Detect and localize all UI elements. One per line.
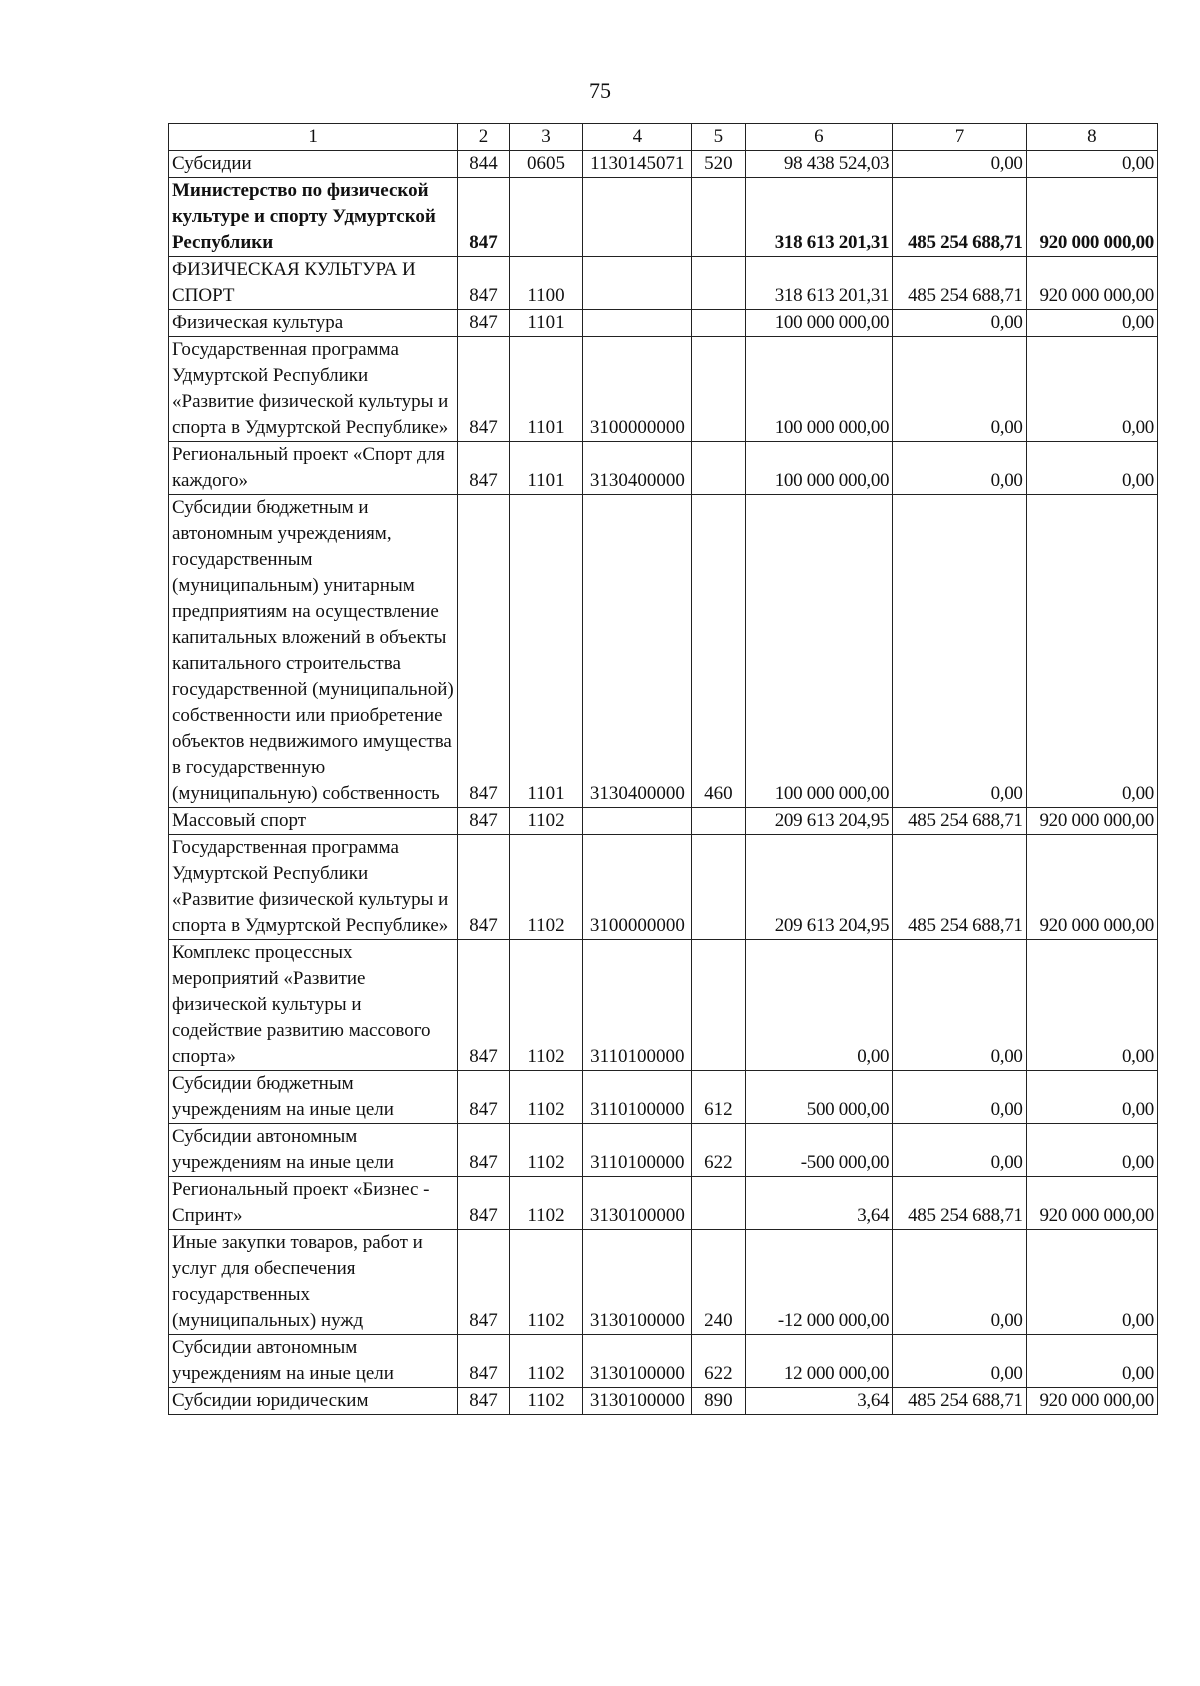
cell-target-code: [583, 310, 692, 337]
cell-target-code: [583, 808, 692, 835]
cell-ministry-code: 847: [458, 178, 509, 257]
row-name: Региональный проект «Спорт для каждого»: [169, 442, 458, 495]
cell-section-code: 1100: [509, 257, 583, 310]
cell-section-code: 1101: [509, 495, 583, 808]
cell-amount-col6: 318 613 201,31: [745, 178, 893, 257]
cell-target-code: 3130100000: [583, 1177, 692, 1230]
cell-amount-col7: 0,00: [893, 442, 1026, 495]
cell-amount-col7: 0,00: [893, 495, 1026, 808]
cell-section-code: 1102: [509, 1071, 583, 1124]
cell-amount-col8: 0,00: [1026, 310, 1157, 337]
cell-amount-col7: 0,00: [893, 337, 1026, 442]
cell-target-code: 3110100000: [583, 1124, 692, 1177]
cell-target-code: [583, 178, 692, 257]
column-header: 7: [893, 124, 1026, 151]
cell-amount-col8: 0,00: [1026, 151, 1157, 178]
table-row: [169, 178, 1158, 257]
cell-target-code: 1130145071: [583, 151, 692, 178]
cell-section-code: 1102: [509, 1177, 583, 1230]
table-row: [169, 940, 1158, 1071]
cell-section-code: 1102: [509, 808, 583, 835]
cell-expense-type: [692, 940, 745, 1071]
table-row: [169, 1230, 1158, 1335]
row-name: Массовый спорт: [169, 808, 458, 835]
row-name: Субсидии бюджетным учреждениям на иные цели: [169, 1071, 458, 1124]
cell-ministry-code: 847: [458, 835, 509, 940]
cell-amount-col8: 920 000 000,00: [1026, 808, 1157, 835]
table-row: [169, 1388, 1158, 1415]
table-row: [169, 442, 1158, 495]
cell-target-code: 3110100000: [583, 1071, 692, 1124]
table-row: [169, 835, 1158, 940]
cell-ministry-code: 847: [458, 1071, 509, 1124]
cell-section-code: 1102: [509, 1335, 583, 1388]
cell-expense-type: [692, 835, 745, 940]
table-row: [169, 1071, 1158, 1124]
cell-amount-col8: 920 000 000,00: [1026, 1388, 1157, 1415]
cell-ministry-code: 847: [458, 495, 509, 808]
cell-target-code: 3100000000: [583, 835, 692, 940]
cell-expense-type: 622: [692, 1335, 745, 1388]
cell-amount-col8: 0,00: [1026, 495, 1157, 808]
cell-expense-type: 460: [692, 495, 745, 808]
cell-section-code: 1102: [509, 1388, 583, 1415]
cell-amount-col6: -12 000 000,00: [745, 1230, 893, 1335]
cell-amount-col8: 920 000 000,00: [1026, 178, 1157, 257]
cell-expense-type: [692, 310, 745, 337]
row-name: Государственная программа Удмуртской Республики «Развитие физической культуры и спорта в Удмуртской Республике»: [169, 337, 458, 442]
cell-ministry-code: 847: [458, 310, 509, 337]
cell-amount-col7: 485 254 688,71: [893, 1177, 1026, 1230]
table-row: [169, 1335, 1158, 1388]
cell-amount-col7: 0,00: [893, 151, 1026, 178]
column-header: 4: [583, 124, 692, 151]
cell-ministry-code: 847: [458, 1230, 509, 1335]
cell-target-code: [583, 257, 692, 310]
table-row: [169, 337, 1158, 442]
cell-section-code: 1101: [509, 337, 583, 442]
cell-amount-col7: 0,00: [893, 1230, 1026, 1335]
cell-expense-type: [692, 337, 745, 442]
cell-ministry-code: 847: [458, 257, 509, 310]
cell-expense-type: [692, 1177, 745, 1230]
column-header: 3: [509, 124, 583, 151]
cell-ministry-code: 847: [458, 1388, 509, 1415]
cell-section-code: 1102: [509, 835, 583, 940]
cell-section-code: 0605: [509, 151, 583, 178]
cell-amount-col6: 98 438 524,03: [745, 151, 893, 178]
table-row: [169, 495, 1158, 808]
cell-amount-col6: 100 000 000,00: [745, 495, 893, 808]
cell-amount-col6: 100 000 000,00: [745, 310, 893, 337]
row-name: Государственная программа Удмуртской Республики «Развитие физической культуры и спорта в Удмуртской Республике»: [169, 835, 458, 940]
cell-section-code: 1102: [509, 1230, 583, 1335]
cell-amount-col6: 100 000 000,00: [745, 337, 893, 442]
cell-amount-col8: 0,00: [1026, 442, 1157, 495]
table-row: [169, 151, 1158, 178]
cell-amount-col6: 209 613 204,95: [745, 835, 893, 940]
cell-amount-col8: 0,00: [1026, 337, 1157, 442]
cell-section-code: 1101: [509, 310, 583, 337]
row-name: Физическая культура: [169, 310, 458, 337]
cell-amount-col8: 920 000 000,00: [1026, 835, 1157, 940]
cell-amount-col8: 0,00: [1026, 1124, 1157, 1177]
column-header: 5: [692, 124, 745, 151]
cell-target-code: 3130400000: [583, 442, 692, 495]
cell-section-code: 1101: [509, 442, 583, 495]
cell-section-code: 1102: [509, 940, 583, 1071]
row-name: Субсидии: [169, 151, 458, 178]
cell-amount-col6: 3,64: [745, 1177, 893, 1230]
cell-amount-col7: 0,00: [893, 1071, 1026, 1124]
row-name: Региональный проект «Бизнес - Спринт»: [169, 1177, 458, 1230]
cell-amount-col6: 500 000,00: [745, 1071, 893, 1124]
cell-expense-type: 240: [692, 1230, 745, 1335]
cell-expense-type: [692, 808, 745, 835]
cell-expense-type: 520: [692, 151, 745, 178]
cell-ministry-code: 847: [458, 1177, 509, 1230]
cell-section-code: 1102: [509, 1124, 583, 1177]
table-row: [169, 808, 1158, 835]
cell-amount-col7: 485 254 688,71: [893, 808, 1026, 835]
cell-ministry-code: 847: [458, 940, 509, 1071]
cell-ministry-code: 847: [458, 808, 509, 835]
table-row: [169, 257, 1158, 310]
cell-amount-col8: 0,00: [1026, 940, 1157, 1071]
cell-amount-col6: 3,64: [745, 1388, 893, 1415]
cell-ministry-code: 844: [458, 151, 509, 178]
cell-amount-col6: 0,00: [745, 940, 893, 1071]
cell-target-code: 3130400000: [583, 495, 692, 808]
cell-target-code: 3100000000: [583, 337, 692, 442]
cell-amount-col7: 485 254 688,71: [893, 1388, 1026, 1415]
cell-amount-col7: 0,00: [893, 940, 1026, 1071]
cell-amount-col6: 209 613 204,95: [745, 808, 893, 835]
column-header: 8: [1026, 124, 1157, 151]
header-row: [169, 124, 1158, 151]
column-header: 2: [458, 124, 509, 151]
page-number: 75: [589, 78, 611, 103]
cell-amount-col7: 485 254 688,71: [893, 178, 1026, 257]
table-row: [169, 310, 1158, 337]
cell-expense-type: 622: [692, 1124, 745, 1177]
cell-amount-col7: 485 254 688,71: [893, 835, 1026, 940]
cell-amount-col8: 0,00: [1026, 1335, 1157, 1388]
row-name: ФИЗИЧЕСКАЯ КУЛЬТУРА И СПОРТ: [169, 257, 458, 310]
cell-amount-col7: 0,00: [893, 310, 1026, 337]
cell-target-code: 3110100000: [583, 940, 692, 1071]
cell-target-code: 3130100000: [583, 1230, 692, 1335]
cell-target-code: 3130100000: [583, 1388, 692, 1415]
cell-amount-col7: 485 254 688,71: [893, 257, 1026, 310]
row-name: Субсидии юридическим: [169, 1388, 458, 1415]
cell-expense-type: [692, 442, 745, 495]
cell-amount-col6: 12 000 000,00: [745, 1335, 893, 1388]
cell-amount-col6: 318 613 201,31: [745, 257, 893, 310]
table-row: [169, 1177, 1158, 1230]
cell-amount-col8: 0,00: [1026, 1230, 1157, 1335]
cell-target-code: 3130100000: [583, 1335, 692, 1388]
row-name: Субсидии автономным учреждениям на иные цели: [169, 1124, 458, 1177]
cell-ministry-code: 847: [458, 1335, 509, 1388]
table-body: [169, 151, 1158, 1415]
cell-ministry-code: 847: [458, 337, 509, 442]
cell-expense-type: 612: [692, 1071, 745, 1124]
row-name: Субсидии бюджетным и автономным учреждениям, государственным (муниципальным) унитарным предприятиям на осуществление капитальных вложений в объекты капитального строительства государственной (муниципальной) собственности или приобретение объектов недвижимого имущества в государственную (муниципальную) собственность: [169, 495, 458, 808]
cell-amount-col7: 0,00: [893, 1335, 1026, 1388]
column-header: 1: [169, 124, 458, 151]
row-name: Иные закупки товаров, работ и услуг для обеспечения государственных (муниципальных) нужд: [169, 1230, 458, 1335]
cell-amount-col8: 0,00: [1026, 1071, 1157, 1124]
row-name: Субсидии автономным учреждениям на иные цели: [169, 1335, 458, 1388]
cell-amount-col8: 920 000 000,00: [1026, 257, 1157, 310]
cell-expense-type: 890: [692, 1388, 745, 1415]
cell-amount-col7: 0,00: [893, 1124, 1026, 1177]
row-name: Министерство по физической культуре и спорту Удмуртской Республики: [169, 178, 458, 257]
cell-amount-col6: -500 000,00: [745, 1124, 893, 1177]
cell-amount-col6: 100 000 000,00: [745, 442, 893, 495]
budget-table: [168, 123, 1158, 1415]
cell-amount-col8: 920 000 000,00: [1026, 1177, 1157, 1230]
column-header: 6: [745, 124, 893, 151]
cell-section-code: [509, 178, 583, 257]
table-row: [169, 1124, 1158, 1177]
cell-expense-type: [692, 257, 745, 310]
cell-expense-type: [692, 178, 745, 257]
cell-ministry-code: 847: [458, 442, 509, 495]
cell-ministry-code: 847: [458, 1124, 509, 1177]
row-name: Комплекс процессных мероприятий «Развитие физической культуры и содействие развитию массового спорта»: [169, 940, 458, 1071]
